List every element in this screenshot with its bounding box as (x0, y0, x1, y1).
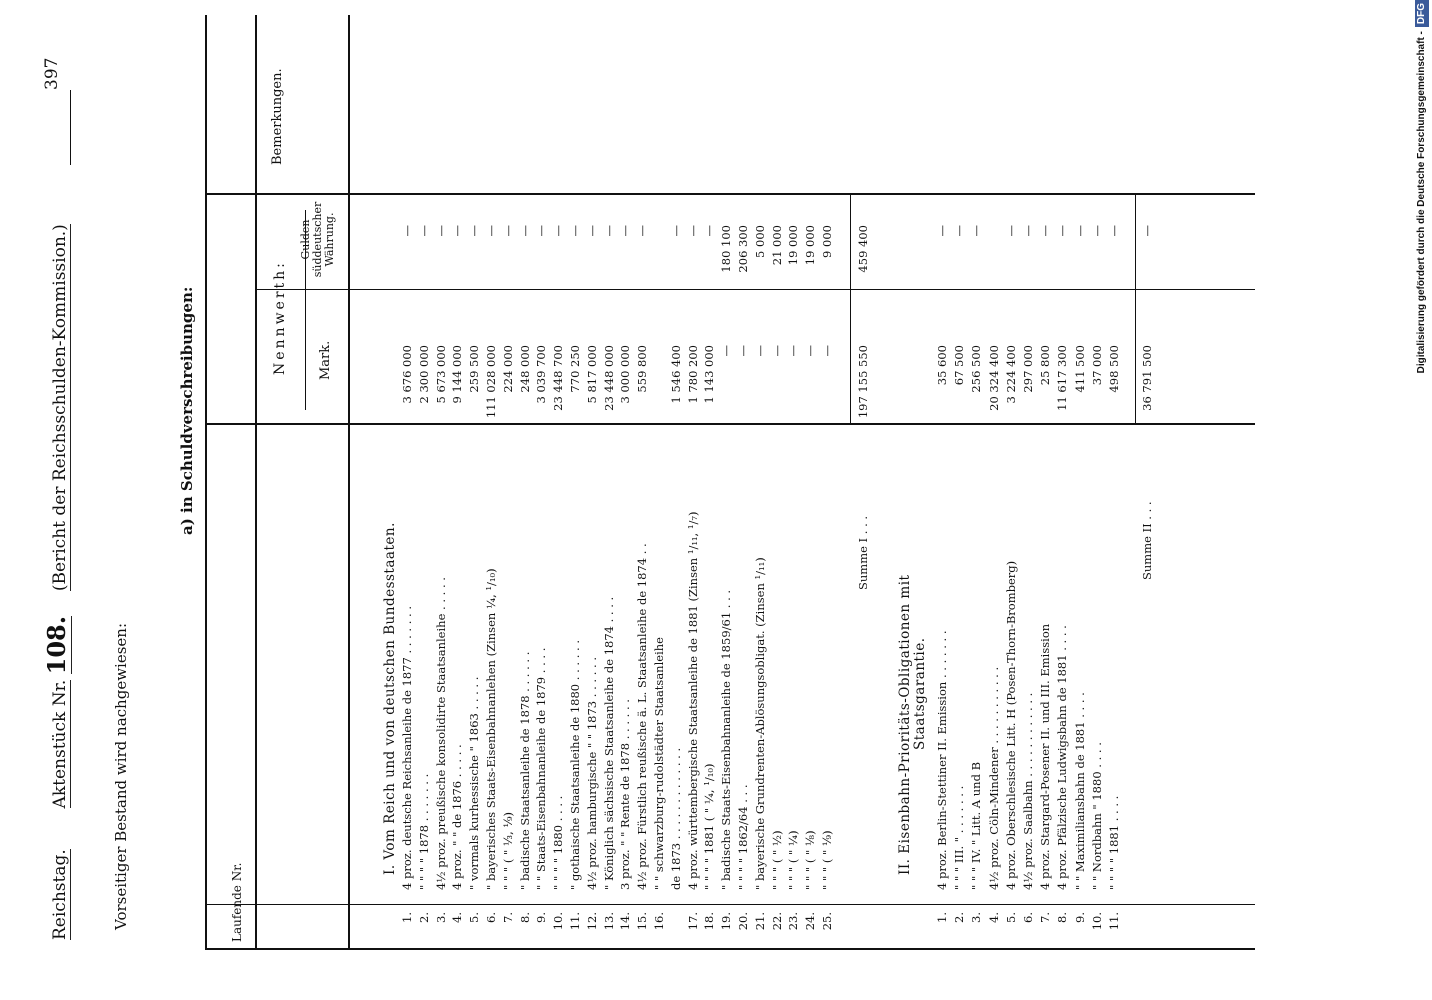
row-number: 5. (1003, 912, 1018, 923)
header-rule (70, 90, 71, 165)
row-gulden-value: — (568, 225, 582, 237)
table-row (469, 0, 480, 1000)
row-gulden-value: — (467, 225, 482, 237)
row-gulden-value: 21 000 (769, 225, 784, 266)
row-mark-value: — (820, 345, 834, 357)
row-mark-value: 297 000 (1021, 345, 1035, 393)
table-row (1023, 0, 1034, 1000)
table-row (986, 0, 1001, 1000)
row-description: " gothaische Staatsanleihe de 1880 . . . . . . (568, 640, 582, 890)
digitization-note-text: Digitalisierung gefördert durch die Deutsche Forschungsgemeinschaft - (1416, 31, 1427, 374)
table-row (570, 0, 581, 1000)
table-row (1109, 0, 1120, 1000)
row-number: 18. (702, 912, 717, 931)
row-mark-value: 498 500 (1107, 345, 1121, 393)
row-description: 4½ proz. preußische konsolidirte Staatsanleihe . . . . . (433, 577, 448, 890)
row-description: " " " ( " ¼) (786, 830, 801, 890)
row-gulden-value: 5 000 (752, 225, 767, 258)
row-gulden-value: — (1055, 225, 1070, 237)
row-gulden-value: — (433, 225, 448, 237)
row-number: 8. (1055, 912, 1070, 923)
table-top-border (205, 15, 207, 950)
row-mark-value: — (769, 345, 784, 357)
row-mark-value: 3 224 400 (1003, 345, 1018, 404)
row-description: " " Staats-Eisenbahnanleihe de 1879 . . . . (534, 647, 549, 890)
table-row (486, 0, 497, 1000)
row-description: 3 proz. " " Rente de 1878 . . . . . . (618, 699, 633, 890)
table-row (668, 0, 683, 1000)
row-mark-value: 35 600 (935, 345, 949, 386)
table-row (536, 0, 547, 1000)
table-row (1057, 0, 1068, 1000)
running-header (42, 224, 71, 940)
row-description: " badische Staats-Eisenbahnanleihe de 1859/61 . . . (719, 589, 734, 890)
row-number: 16. (652, 912, 666, 931)
row-number: 7. (500, 912, 515, 923)
row-description: 4 proz. Berlin-Stettiner II. Emission . . . . . . . (935, 630, 949, 890)
table-row (452, 0, 463, 1000)
row-gulden-value: — (416, 225, 431, 237)
row-gulden-value: — (584, 225, 599, 237)
sum-2-gulden: — (1140, 225, 1154, 237)
table-row (954, 0, 965, 1000)
row-number: 6. (1021, 912, 1035, 923)
row-gulden-value: — (400, 225, 414, 237)
header-reichstag: Reichstag. (50, 849, 70, 940)
sum-2-rule (1135, 195, 1136, 425)
table-row (637, 0, 648, 1000)
row-number: 19. (719, 912, 734, 931)
row-gulden-value: — (635, 225, 650, 237)
row-mark-value: 111 028 000 (484, 345, 498, 419)
row-mark-value: 3 039 700 (534, 345, 549, 404)
row-description: 4½ proz. Saalbahn . . . . . . . . . . . . (1021, 692, 1035, 890)
table-row (822, 0, 833, 1000)
row-number: 11. (568, 912, 582, 931)
row-description: " " " ( " ⅑) (820, 830, 834, 890)
digitization-note (1411, 0, 1432, 1000)
col-header-mark: Mark. (318, 340, 333, 380)
row-number: 2. (952, 912, 967, 923)
row-mark-value: — (786, 345, 801, 357)
row-gulden-value: — (450, 225, 465, 237)
table-row (654, 0, 665, 1000)
row-mark-value: 23 448 000 (601, 345, 616, 411)
table-row (788, 0, 799, 1000)
sum-1-label: Summe I . . . (856, 515, 870, 590)
row-mark-value: 559 800 (635, 345, 650, 393)
row-number: 6. (484, 912, 498, 923)
row-gulden-value: — (668, 225, 683, 237)
row-number: 10. (551, 912, 566, 931)
row-mark-value: 770 250 (568, 345, 582, 393)
table-row (1089, 0, 1104, 1000)
row-number: 9. (1072, 912, 1087, 923)
section-1-heading: I. Vom Reich und von deutschen Bundesstaaten. (382, 522, 398, 875)
row-description: " " Nordbahn " 1880 . . . . (1089, 742, 1104, 890)
row-description: 4 proz. Pfälzische Ludwigsbahn de 1881 . . . . (1055, 625, 1070, 890)
row-mark-value: 2 300 000 (416, 345, 431, 404)
sum-2-mark: 36 791 500 (1140, 345, 1154, 411)
row-number: 3. (969, 912, 984, 923)
table-row (704, 0, 715, 1000)
row-mark-value: — (752, 345, 767, 357)
row-number: 10. (1089, 912, 1104, 931)
row-number: 20. (736, 912, 750, 931)
row-number: 25. (820, 912, 834, 931)
row-gulden-value: — (601, 225, 616, 237)
sum-2-label: Summe II . . . (1140, 501, 1154, 580)
col-header-bemerkungen: Bemerkungen. (270, 68, 285, 165)
section-2-heading-1: II. Eisenbahn-Prioritäts-Obligationen mit (897, 574, 913, 875)
row-gulden-value: — (1089, 225, 1104, 237)
row-gulden-value: — (1107, 225, 1121, 237)
row-gulden-value: — (702, 225, 717, 237)
row-gulden-value: 206 300 (736, 225, 750, 273)
row-mark-value: 1 780 200 (685, 345, 700, 404)
row-gulden-value: — (1003, 225, 1018, 237)
row-gulden-value: — (952, 225, 967, 237)
sum-1-row (858, 0, 869, 1000)
row-gulden-value: — (534, 225, 549, 237)
row-gulden-value: — (551, 225, 566, 237)
row-mark-value: — (736, 345, 750, 357)
row-mark-value: — (719, 345, 734, 357)
table-row (971, 0, 982, 1000)
row-description: 4 proz. deutsche Reichsanleihe de 1877 . . . . . . . (400, 606, 414, 890)
row-description: " " " III. " . . . . . . . (952, 785, 967, 890)
sum-1-rule (850, 195, 851, 425)
intro-text: Vorseitiger Bestand wird nachgewiesen: (112, 623, 130, 930)
header-subtitle: (Bericht der Reichsschulden-Kommission.) (50, 224, 70, 592)
table-row (721, 0, 732, 1000)
row-mark-value: 11 617 300 (1055, 345, 1070, 411)
section-2-heading-2: Staatsgarantie. (912, 637, 928, 750)
row-mark-value: 411 500 (1072, 345, 1087, 393)
row-gulden-value: — (517, 225, 532, 237)
row-description: " " " " 1880 . . . . (551, 795, 566, 890)
header-divider (255, 15, 257, 950)
col-header-nennwerth: Nennwerth: (272, 260, 288, 375)
table-row (937, 0, 948, 1000)
table-row (685, 0, 700, 1000)
row-description: 4½ proz. Fürstlich reußische ä. L. Staatsanleihe de 1874 . . (635, 543, 650, 890)
row-number: 7. (1038, 912, 1053, 923)
row-number: 11. (1107, 912, 1121, 931)
page-number: 397 (42, 57, 62, 90)
row-description: " " " ( " ⅓, ⅑) (500, 811, 515, 890)
row-mark-value: 9 144 000 (450, 345, 465, 404)
row-number: 21. (752, 912, 767, 931)
row-number: 24. (803, 912, 818, 931)
row-number: 12. (584, 912, 599, 931)
row-mark-value: 224 000 (500, 345, 515, 393)
table-row (1003, 0, 1018, 1000)
row-description: " bayerische Grundrenten-Ablösungsobligat. (Zinsen ¹/₁₁) (752, 557, 767, 890)
row-description: " vormals kurhessische " 1863 . . . . . (467, 676, 482, 890)
row-gulden-value: — (1021, 225, 1035, 237)
row-number: 22. (769, 912, 784, 931)
column-header-bottom (348, 15, 350, 950)
table-row (517, 0, 532, 1000)
table-row (752, 0, 767, 1000)
row-gulden-value: — (618, 225, 633, 237)
row-number: 4. (986, 912, 1001, 923)
row-description: 4 proz. Stargard-Posener II. und III. Emission (1038, 623, 1053, 890)
table-row (738, 0, 749, 1000)
row-gulden-value: — (500, 225, 515, 237)
row-number: 9. (534, 912, 549, 923)
table-row (402, 0, 413, 1000)
row-gulden-value: — (935, 225, 949, 237)
row-mark-value: 248 000 (517, 345, 532, 393)
table-row (500, 0, 515, 1000)
row-description: " " Maximiliansbahn de 1881 . . . . (1072, 692, 1087, 890)
row-description: " bayerisches Staats-Eisenbahnanlehen (Zinsen ¼, ¹/₁₀) (484, 568, 498, 890)
row-number: 8. (517, 912, 532, 923)
row-mark-value: 25 800 (1038, 345, 1053, 386)
row-gulden-value: — (484, 225, 498, 237)
row-gulden-value: — (1072, 225, 1087, 237)
row-gulden-value: — (685, 225, 700, 237)
row-mark-value: 23 448 700 (551, 345, 566, 411)
dfg-logo: DFG (1415, 0, 1429, 27)
row-description: " " " " 1881 ( " ¼, ¹/₁₀) (702, 763, 717, 890)
col-header-lfd: Laufende Nr. (230, 862, 244, 942)
row-description: " " " " 1878 . . . . . . . (416, 773, 431, 890)
sum-2-row (1142, 0, 1153, 1000)
table-row (1040, 0, 1051, 1000)
row-description: " Königlich sächsische Staatsanleihe de 1874 . . . . (601, 596, 616, 890)
table-row (584, 0, 599, 1000)
table-row (620, 0, 631, 1000)
col-header-gulden-text: Gulden süddeutscher Währung. (299, 201, 336, 278)
table-row (433, 0, 448, 1000)
row-description: " badische Staatsanleihe de 1878 . . . . . . (517, 651, 532, 890)
col-header-gulden (300, 197, 336, 282)
row-number: 1. (400, 912, 414, 923)
row-number: 5. (467, 912, 482, 923)
row-mark-value: 5 673 000 (433, 345, 448, 404)
row-number: 15. (635, 912, 650, 931)
sum-1-gulden: 459 400 (856, 225, 870, 273)
row-mark-value: 5 817 000 (584, 345, 599, 404)
table-row (1072, 0, 1087, 1000)
row-gulden-value: — (969, 225, 984, 237)
row-mark-value: 37 000 (1089, 345, 1104, 386)
row-number: 23. (786, 912, 801, 931)
row-description: " " " IV. " Litt. A und B (969, 761, 984, 890)
row-description: de 1873 . . . . . . . . . . . . . (668, 747, 683, 890)
row-mark-value: 20 324 400 (986, 345, 1001, 411)
row-number: 3. (433, 912, 448, 923)
row-gulden-value: 19 000 (803, 225, 818, 266)
row-description: " " " ( " ⅛) (803, 830, 818, 890)
row-mark-value: — (803, 345, 818, 357)
table-row (416, 0, 431, 1000)
row-gulden-value: 19 000 (786, 225, 801, 266)
row-number: 4. (450, 912, 465, 923)
row-description: 4 proz. Oberschlesische Litt. H (Posen-Thorn-Bromberg) (1003, 560, 1018, 890)
row-description: 4 proz. württembergische Staatsanleihe de 1881 (Zinsen ¹/₁₁, ¹/₇) (685, 511, 700, 890)
row-description: " " " " 1881 . . . . (1107, 795, 1121, 890)
row-mark-value: 1 546 400 (668, 345, 683, 404)
row-number: 14. (618, 912, 633, 931)
row-description: 4½ proz. hamburgische " " 1873 . . . . . . (584, 657, 599, 890)
row-description: " " schwarzburg-rudolstädter Staatsanleihe (652, 637, 666, 890)
table-row (805, 0, 816, 1000)
row-mark-value: 3 000 000 (618, 345, 633, 404)
row-description: " " " " 1862/64 . . . (736, 784, 750, 890)
row-mark-value: 256 500 (969, 345, 984, 393)
row-description: " " " ( " ½) (769, 830, 784, 890)
row-mark-value: 3 676 000 (400, 345, 414, 404)
row-number: 2. (416, 912, 431, 923)
row-mark-value: 259 500 (467, 345, 482, 393)
row-gulden-value: 180 100 (719, 225, 734, 273)
row-mark-value: 67 500 (952, 345, 967, 386)
row-mark-value: 1 143 000 (702, 345, 717, 404)
row-number: 1. (935, 912, 949, 923)
row-gulden-value: 9 000 (820, 225, 834, 258)
table-row (553, 0, 564, 1000)
sum-1-mark: 197 155 550 (856, 345, 870, 419)
row-gulden-value: — (1038, 225, 1053, 237)
row-description: 4 proz. " " de 1876 . . . . . (450, 744, 465, 890)
header-akten-number: 108. (42, 615, 71, 675)
section-title: a) in Schuldverschreibungen: (178, 286, 196, 535)
table-row (601, 0, 616, 1000)
header-akten-label: Aktenstück Nr. (50, 679, 70, 809)
table-row (769, 0, 784, 1000)
row-number: 13. (601, 912, 616, 931)
row-description: 4½ proz. Cöln-Mindener . . . . . . . . . . . (986, 666, 1001, 890)
row-number: 17. (685, 912, 700, 931)
